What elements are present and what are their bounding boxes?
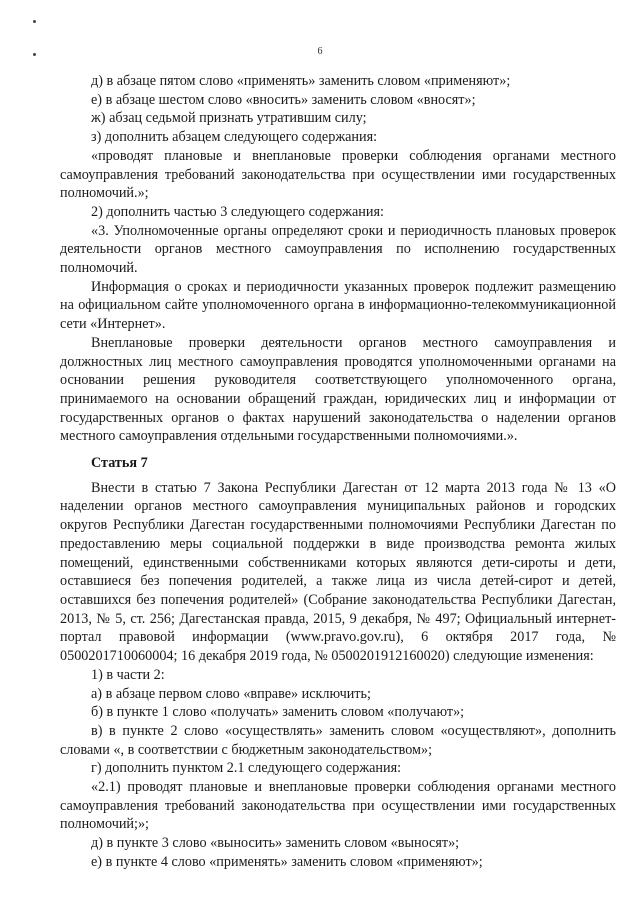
document-body: [60, 72, 616, 872]
paragraph: ж) абзац седьмой признать утратившим силу;: [91, 110, 367, 127]
paragraph: «проводят плановые и внеплановые проверки соблюдения органами местного самоуправления требований законодательства при осуществлении ими государственных полномочий.»;: [60, 147, 616, 202]
paragraph: е) в пункте 4 слово «применять» заменить словом «применяют»;: [91, 853, 483, 870]
paragraph: г) дополнить пунктом 2.1 следующего содержания:: [91, 760, 402, 777]
paragraph: 2) дополнить частью 3 следующего содержания:: [91, 203, 384, 220]
paragraph: б) в пункте 1 слово «получать» заменить словом «получают»;: [91, 704, 465, 721]
paragraph: д) в абзаце пятом слово «применять» заменить словом «применяют»;: [91, 73, 511, 89]
article-heading: Статья 7: [91, 455, 148, 472]
paragraph: д) в пункте 3 слово «выносить» заменить словом «выносят»;: [91, 835, 460, 852]
scan-mark: [33, 20, 36, 23]
page-number: 6: [317, 46, 323, 57]
paragraph: Информация о сроках и периодичности указанных проверок подлежит размещению на официальном сайте уполномоченного органа в информационно-телекоммуникационной сети «Интернет».: [60, 278, 616, 333]
paragraph: Внести в статью 7 Закона Республики Дагестан от 12 марта 2013 года № 13 «О наделении органов местного самоуправления муниципальных районов и городских округов Республики Дагестан государственными полномочиями Республики Дагестан по предоставлению меры социальной поддержки в виде производства ремонта жилых помещений, единственными собственниками которых являются дети-сироты и дети, оставшиеся без попечения родителей, а также лица из числа детей-сирот и детей, оставшихся без попечения родителей» (Собрание законодательства Республики Дагестан, 2013, № 5, ст. 256; Дагестанская правда, 2015, 9 декабря, № 497; Официальный интернет-портал правовой информации (www.pravo.gov.ru), 6 октября 2017 года, № 0500201710060004; 16 декабря 2019 года, № 0500201912160020) следующие изменения:: [60, 479, 616, 665]
paragraph: «2.1) проводят плановые и внеплановые проверки соблюдения органами местного самоуправления требований законодательства при осуществлении ими государственных полномочий;»;: [60, 779, 616, 833]
paragraph: з) дополнить абзацем следующего содержания:: [91, 129, 378, 146]
paragraph: е) в абзаце шестом слово «вносить» заменить словом «вносят»;: [91, 91, 476, 108]
paragraph: а) в абзаце первом слово «вправе» исключить;: [91, 685, 371, 702]
paragraph: «3. Уполномоченные органы определяют сроки и периодичность плановых проверок деятельности органов местного самоуправления по исполнению государственных полномочий.: [60, 222, 616, 277]
paragraph: 1) в части 2:: [91, 666, 165, 683]
paragraph: в) в пункте 2 слово «осуществлять» заменить словом «осуществляют», дополнить словами «, в соответствии с бюджетным законодательством»;: [60, 722, 616, 758]
paragraph: Внеплановые проверки деятельности органов местного самоуправления и должностных лиц местного самоуправления проводятся уполномоченными органами на основании решения руководителя соответствующего уполномоченного органа, принимаемого на основании обращений граждан, юридических лиц и информации от государственных органов о фактах нарушений законодательства о наделении органов местного самоуправления отдельными государственными полномочиями.».: [60, 334, 616, 445]
